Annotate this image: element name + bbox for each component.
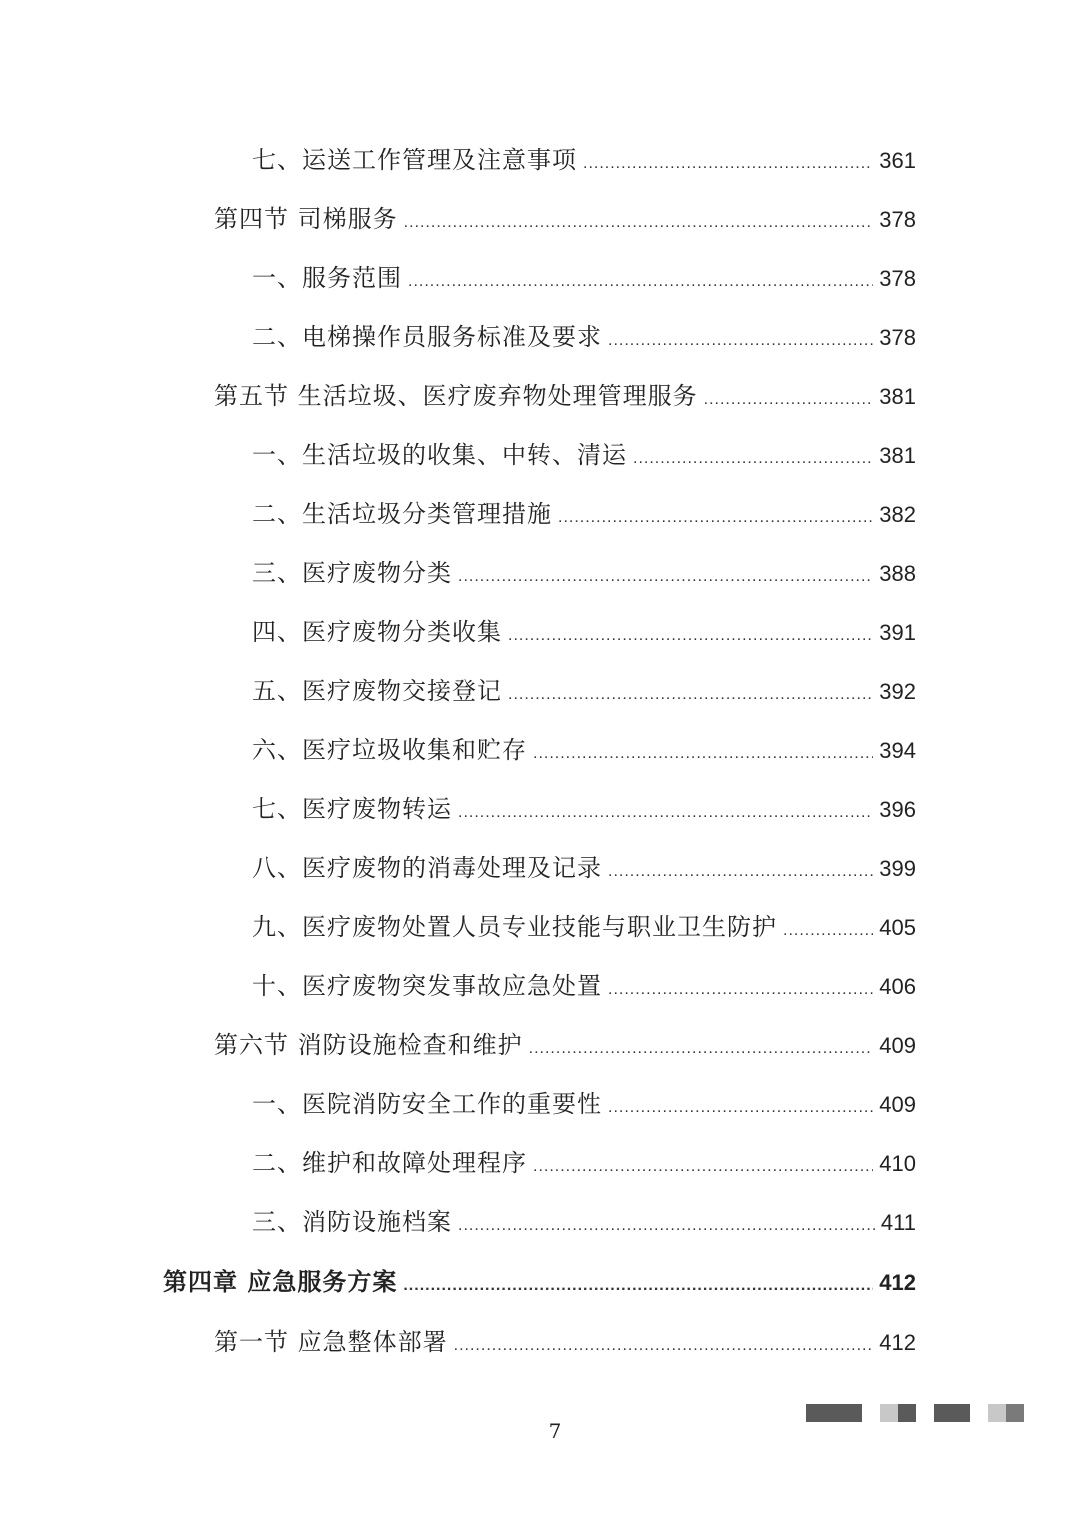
page-number: 7 [548, 1419, 562, 1443]
toc-entry-title: 一、服务范围 [252, 264, 402, 292]
toc-entry-page: 392 [879, 679, 916, 704]
toc-entry-page: 412 [879, 1270, 916, 1295]
toc-leader-dots [458, 557, 873, 597]
toc-leader-dots [608, 852, 873, 892]
toc-entry-page: 381 [879, 443, 916, 468]
toc-entry[interactable] [252, 140, 916, 180]
toc-entry-page: 361 [879, 148, 916, 173]
toc-entry-title: 九、医疗废物处置人员专业技能与职业卫生防护 [252, 913, 777, 941]
toc-leader-dots [408, 262, 873, 302]
toc-entry-title: 三、医疗废物分类 [252, 559, 452, 587]
toc-entry-title: 七、医疗废物转运 [252, 795, 452, 823]
toc-entry-title: 四、医疗废物分类收集 [252, 618, 502, 646]
toc-entry-title: 二、维护和故障处理程序 [252, 1149, 527, 1177]
toc-entry-title: 十、医疗废物突发事故应急处置 [252, 972, 602, 1000]
toc-entry[interactable] [252, 553, 916, 593]
toc-entry-title: 五、医疗废物交接登记 [252, 677, 502, 705]
toc-leader-dots [533, 734, 873, 774]
toc-entry[interactable] [252, 494, 916, 534]
watermark-mosaic [806, 1404, 1028, 1426]
toc-leader-dots [783, 911, 873, 951]
toc-entry-page: 399 [879, 856, 916, 881]
toc-leader-dots [508, 675, 873, 715]
toc-entry-title: 第一节 应急整体部署 [214, 1328, 448, 1356]
toc-leader-dots [508, 616, 873, 656]
watermark-block [898, 1404, 916, 1422]
toc-entry[interactable] [252, 907, 916, 947]
toc-entry-page: 378 [879, 325, 916, 350]
toc-entry[interactable] [252, 612, 916, 652]
toc-leader-dots [608, 1088, 873, 1128]
toc-entry-page: 394 [879, 738, 916, 763]
toc-leader-dots [454, 1326, 874, 1366]
toc-entry[interactable] [214, 1322, 916, 1362]
toc-leader-dots [704, 380, 874, 420]
toc-entry[interactable] [252, 1202, 916, 1242]
toc-entry[interactable] [252, 966, 916, 1006]
toc-leader-dots [533, 1147, 873, 1187]
watermark-block [806, 1404, 862, 1422]
toc-entry-page: 410 [879, 1151, 916, 1176]
toc-entry-page: 396 [879, 797, 916, 822]
toc-entry-page: 412 [879, 1330, 916, 1355]
toc-entry-page: 388 [879, 561, 916, 586]
toc-entry-title: 一、医院消防安全工作的重要性 [252, 1090, 602, 1118]
toc-entry[interactable] [252, 258, 916, 298]
toc-entry-page: 411 [880, 1210, 916, 1235]
toc-entry-page: 381 [879, 384, 916, 409]
toc-leader-dots [608, 970, 873, 1010]
toc-entry-title: 七、运送工作管理及注意事项 [252, 146, 577, 174]
toc-leader-dots [404, 203, 874, 243]
toc-leader-dots [403, 1266, 873, 1306]
toc-entry[interactable] [252, 317, 916, 357]
toc-entry-title: 三、消防设施档案 [252, 1208, 452, 1236]
toc-leader-dots [458, 1206, 875, 1246]
toc-entry[interactable] [252, 789, 916, 829]
watermark-block [1006, 1404, 1024, 1422]
watermark-block [988, 1404, 1006, 1422]
toc-entry[interactable] [252, 1143, 916, 1183]
toc-entry-page: 406 [879, 974, 916, 999]
toc-entry-title: 二、电梯操作员服务标准及要求 [252, 323, 602, 351]
toc-entry-title: 六、医疗垃圾收集和贮存 [252, 736, 527, 764]
toc-entry-page: 378 [879, 207, 916, 232]
toc-entry-page: 391 [879, 620, 916, 645]
watermark-block [934, 1404, 970, 1422]
toc-leader-dots [458, 793, 873, 833]
toc-entry-page: 378 [879, 266, 916, 291]
toc-entry-page: 382 [879, 502, 916, 527]
toc-entry-page: 409 [879, 1033, 916, 1058]
toc-leader-dots [608, 321, 873, 361]
toc-entry-page: 409 [879, 1092, 916, 1117]
toc-entry-title: 八、医疗废物的消毒处理及记录 [252, 854, 602, 882]
toc-entry[interactable] [252, 848, 916, 888]
toc-entry-title: 第四章 应急服务方案 [163, 1267, 398, 1296]
toc-entry-page: 405 [879, 915, 916, 940]
toc-entry[interactable] [214, 199, 916, 239]
toc-entry-title: 第六节 消防设施检查和维护 [214, 1031, 523, 1059]
toc-leader-dots [529, 1029, 874, 1069]
toc-entry[interactable] [252, 1084, 916, 1124]
toc-entry-title: 第四节 司梯服务 [214, 205, 398, 233]
toc-entry[interactable] [252, 671, 916, 711]
toc-entry[interactable] [252, 730, 916, 770]
toc-entry-title: 二、生活垃圾分类管理措施 [252, 500, 552, 528]
toc-entry[interactable] [214, 376, 916, 416]
watermark-block [880, 1404, 898, 1422]
toc-entry-chapter[interactable] [163, 1262, 916, 1302]
toc-leader-dots [583, 144, 873, 184]
toc-leader-dots [558, 498, 873, 538]
toc-entry-title: 第五节 生活垃圾、医疗废弃物处理管理服务 [214, 382, 698, 410]
toc-entry[interactable] [214, 1025, 916, 1065]
toc-leader-dots [633, 439, 873, 479]
toc-entry[interactable] [252, 435, 916, 475]
toc-entry-title: 一、生活垃圾的收集、中转、清运 [252, 441, 627, 469]
